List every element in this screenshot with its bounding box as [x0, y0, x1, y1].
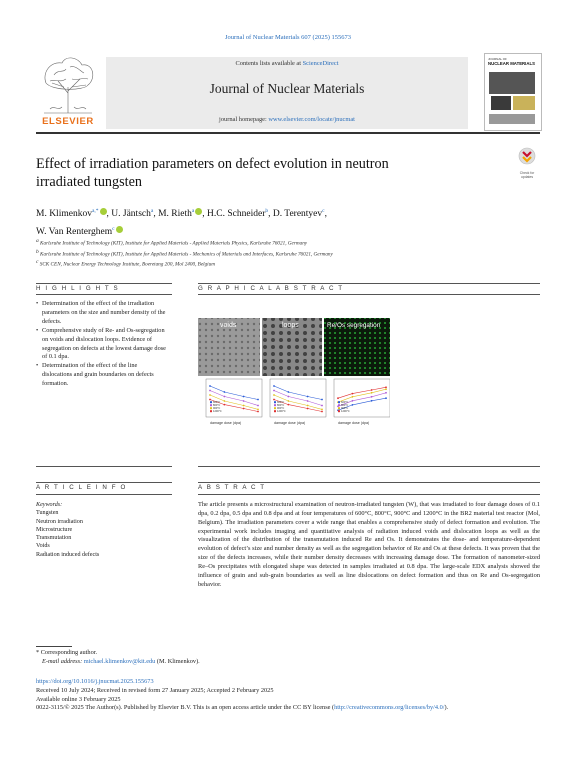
legend-label: 600°C — [277, 401, 285, 404]
keyword: Neutron irradiation — [36, 518, 83, 525]
plot-point — [321, 405, 323, 407]
plot-point — [243, 408, 245, 410]
article-title: Effect of irradiation parameters on defect evolution in neutron irradiated tungsten — [36, 156, 389, 190]
received-dates: Received 10 July 2024; Received in revised form 27 January 2025; Accepted 2 February 2025 — [36, 686, 274, 694]
header-rule — [36, 132, 540, 134]
check-updates-icon — [514, 147, 540, 167]
plot-point — [371, 400, 373, 402]
plot-point — [257, 399, 259, 401]
author-name: D. Terentyev — [272, 209, 323, 220]
legend-swatch — [338, 407, 340, 409]
keywords-label: Keywords: — [36, 502, 63, 508]
keyword: Microstructure — [36, 526, 73, 533]
ga-rule-top — [198, 283, 540, 284]
footnote-star: * — [36, 649, 40, 656]
ga-plots — [206, 379, 390, 417]
legend-label: 600°C — [213, 401, 221, 404]
keyword: Tungsten — [36, 510, 59, 517]
affiliation-text: Karlsruhe Institute of Technology (KIT), Institute for Applied Materials - Mechanics of Materials and Interfaces, Karlsruhe 76021, Germany — [40, 251, 333, 258]
cover-image-small — [491, 96, 511, 110]
cover-image-gold — [513, 96, 535, 110]
footnote — [36, 649, 436, 667]
journal-cover-thumbnail — [484, 53, 542, 131]
affiliation-key: c — [36, 259, 39, 266]
legend-swatch — [338, 410, 340, 412]
plot-point — [257, 411, 259, 413]
legend-label: 600°C — [341, 401, 349, 404]
cover-title: NUCLEAR MATERIALS — [488, 61, 535, 66]
plot1-xlabel: damage dose (dpa) — [210, 421, 242, 425]
abstract-rule-bottom — [198, 494, 540, 495]
legend-swatch — [338, 401, 340, 403]
graphical-abstract-heading: G R A P H I C A L A B S T R A C T — [198, 285, 344, 292]
author-sup: a — [191, 208, 195, 214]
plot-point — [209, 385, 211, 387]
keywords-block — [36, 501, 166, 559]
legend-label: 1200°C — [341, 410, 350, 413]
author-list: M. Klimenkov$^{a,*}$ , U. Jäntsch$^a$, M. Rieth$^a$ , H.C. Schneider$^b$, D. Terentyev$^c$, W. Van Renterghem$^c$ — [36, 208, 327, 237]
legend-swatch — [274, 410, 276, 412]
journal-reference[interactable]: Journal of Nuclear Materials 607 (2025) 155673 — [225, 34, 351, 41]
footnote-rule — [36, 646, 72, 647]
plot-point — [224, 404, 226, 406]
plot-point — [307, 405, 309, 407]
legend-label: 800°C — [213, 404, 221, 407]
plot2-xlabel: damage dose (dpa) — [274, 421, 306, 425]
cover-journal-small: JOURNAL OF — [488, 57, 507, 61]
plot-point — [224, 396, 226, 398]
legend-swatch — [338, 404, 340, 406]
abstract-text: The article presents a microstructural examination of neutron-irradiated tungsten (W), that was irradiated to four damage doses of 0.1 dpa, 0.2 dpa, 0.5 dpa and 0.8 dpa and at four temperatures of 600°C, 800°C, 900°C and 1200°C in the BR2 material test reactor (Mol, Belgium). The irradiation parameters cover a wide range that enables a comprehensive study of defect formation and evolution. The experimental work includes imaging and quantitative analysis of radiation induced voids and dislocation loops as well as the visualization of the distribution of the transmutation induced Re and Os. It demonstrates the dose- and temperature-dependent evolution of defect’s size and number density as well as the segregation behavior of Re and Os at these defects. It was proven that the size of the defects increases, while their number density decreases with increasing damage dose. The formation of nanometer-sized Re–Os precipitates with elongated shape was detected in samples irradiated at 0.8 dpa. The large-scale EDX analysis showed the influence of grain and sub-grain boundaries as well as line dislocations on defect formation and thus on Re and Os-segregation behavior. — [198, 501, 540, 588]
plot-point — [352, 400, 354, 402]
plot-point — [273, 385, 275, 387]
plot-point — [321, 411, 323, 413]
author-1[interactable] — [36, 209, 107, 219]
keyword: Radiation induced defects — [36, 551, 100, 558]
plot-point — [273, 390, 275, 392]
license-suffix: ). — [444, 704, 449, 712]
legend-label: 1200°C — [213, 410, 222, 413]
legend-label: 800°C — [277, 404, 285, 407]
email-line — [36, 658, 436, 667]
contents-line — [106, 60, 468, 67]
corresponding-text: Corresponding author. — [40, 649, 98, 656]
plot-point — [273, 394, 275, 396]
ga-svg — [198, 316, 390, 426]
author-name: M. Rieth — [158, 209, 192, 220]
ga-rule-bottom — [198, 294, 540, 295]
abstract-heading: A B S T R A C T — [198, 484, 266, 491]
corresponding-author-note — [36, 649, 436, 658]
affiliation-text: SCK CEN, Nuclear Energy Technology Institute, Boeretang 200, Mol 2400, Belgium — [39, 262, 215, 269]
author-2[interactable] — [111, 209, 153, 219]
plot-point — [307, 400, 309, 402]
plot-point — [257, 405, 259, 407]
plot-point — [371, 389, 373, 391]
highlight-item: • Comprehensive study of Re- and Os-segregation on voids and dislocation loops. Evidence of segregation on defects at the lowest damage dose of 0.1 dpa. — [36, 327, 166, 363]
voids-label: voids — [220, 322, 237, 329]
keyword: Transmutation — [36, 535, 72, 542]
homepage-prefix: journal homepage: — [219, 116, 269, 123]
author-name: W. Van Renterghem — [36, 226, 113, 237]
legend-label: 900°C — [213, 407, 221, 410]
affiliation-key: b — [36, 248, 39, 255]
legend-swatch — [274, 404, 276, 406]
ga-rule-end — [198, 466, 540, 467]
author-6[interactable] — [36, 227, 123, 237]
plot3-xlabel: damage dose (dpa) — [338, 421, 370, 425]
affiliation-text: Karlsruhe Institute of Technology (KIT), Institute for Applied Materials - Applied Materials Physics, Karlsruhe 76021, Germany — [40, 240, 308, 247]
legend-swatch — [274, 401, 276, 403]
article-info-rule-bottom — [36, 494, 172, 495]
legend-label: 900°C — [277, 407, 285, 410]
sciencedirect-link[interactable]: ScienceDirect — [302, 60, 339, 67]
plot-point — [385, 397, 387, 399]
plot-point — [209, 394, 211, 396]
homepage-line — [106, 116, 468, 123]
plot-point — [209, 399, 211, 401]
plot-point — [209, 390, 211, 392]
highlights-rule-end — [36, 466, 172, 467]
highlights-heading: H I G H L I G H T S — [36, 285, 120, 292]
doi-link[interactable]: https://doi.org/10.1016/j.jnucmat.2025.155673 — [36, 678, 154, 685]
plot-point — [385, 386, 387, 388]
legend-swatch — [210, 404, 212, 406]
loops-label: loops — [282, 322, 299, 329]
plot-point — [352, 396, 354, 398]
plot-point — [371, 392, 373, 394]
legend-label: 900°C — [341, 407, 349, 410]
plot-point — [224, 391, 226, 393]
cover-image-gray — [489, 114, 535, 124]
plot-point — [371, 396, 373, 398]
available-online: Available online 3 February 2025 — [36, 695, 121, 703]
plot-point — [288, 404, 290, 406]
license-prefix: 0022-3115/© 2025 The Author(s). Published by Elsevier B.V. This is an open access article under the CC BY license ( — [36, 704, 335, 712]
elsevier-wordmark: ELSEVIER — [42, 116, 94, 127]
legend-label: 1200°C — [277, 410, 286, 413]
author-5[interactable] — [273, 209, 325, 219]
affiliation-b — [36, 248, 536, 259]
license-link[interactable]: http://creativecommons.org/licenses/by/4.0/ — [334, 704, 445, 712]
keyword: Voids — [36, 543, 50, 550]
affiliations — [36, 237, 536, 269]
legend-swatch — [210, 401, 212, 403]
affiliation-key: a — [36, 238, 39, 244]
cover-image-dark — [489, 72, 535, 94]
plot-point — [288, 396, 290, 398]
plot-point — [257, 409, 259, 411]
author-sup: c — [112, 225, 115, 232]
license-line — [36, 704, 540, 713]
plot-point — [243, 396, 245, 398]
contents-prefix: Contents lists available at — [235, 60, 303, 67]
highlights-list — [36, 300, 166, 389]
journal-title: Journal of Nuclear Materials — [209, 81, 365, 96]
orcid-icon[interactable] — [100, 208, 107, 215]
author-4[interactable] — [207, 209, 268, 219]
affiliation-c — [36, 258, 536, 269]
article-info-rule-top — [36, 482, 172, 483]
author-3[interactable] — [158, 209, 202, 219]
author-name: M. Klimenkov — [36, 209, 92, 220]
plot-point — [224, 400, 226, 402]
author-sup: a,* — [91, 208, 99, 214]
check-updates-label: Check for updates — [519, 171, 535, 179]
article-info-heading: A R T I C L E I N F O — [36, 484, 127, 491]
author-sup: a — [150, 208, 154, 214]
orcid-icon[interactable] — [116, 226, 123, 233]
plot-point — [352, 393, 354, 395]
highlight-item: • Determination of the effect of the irradiation parameters on the size and number density of the defects. — [36, 300, 166, 327]
email-label: E-mail address: — [42, 657, 84, 665]
plot-point — [288, 391, 290, 393]
plot-point — [288, 400, 290, 402]
plot-point — [385, 388, 387, 390]
plot-point — [243, 400, 245, 402]
plot-point — [307, 408, 309, 410]
legend-swatch — [210, 407, 212, 409]
abstract-rule-top — [198, 482, 540, 483]
plot-point — [321, 409, 323, 411]
orcid-icon[interactable] — [195, 208, 202, 215]
legend-swatch — [210, 410, 212, 412]
author-sup: b — [265, 208, 269, 214]
email-link[interactable]: michael.klimenkov@kit.edu — [83, 657, 156, 665]
plot-point — [273, 399, 275, 401]
highlights-rule-bottom — [36, 294, 172, 295]
author-sup: c — [322, 208, 325, 214]
plot-point — [307, 396, 309, 398]
segregation-label: Re/Os segregation — [327, 322, 381, 329]
author-name: U. Jäntsch — [111, 209, 151, 220]
publication-info — [36, 678, 540, 713]
plot-point — [352, 404, 354, 406]
legend-swatch — [274, 407, 276, 409]
plot-point — [321, 399, 323, 401]
email-suffix: (M. Klimenkov). — [155, 657, 200, 665]
highlights-rule-top — [36, 283, 172, 284]
plot-point — [385, 392, 387, 394]
plot-point — [337, 397, 339, 399]
highlight-item: • Determination of the effect of the line dislocations and grain boundaries on defects formation. — [36, 362, 166, 389]
check-for-updates-button[interactable] — [514, 147, 540, 179]
author-name: H.C. Schneider — [207, 209, 266, 220]
homepage-link[interactable]: www.elsevier.com/locate/jnucmat — [268, 116, 355, 123]
legend-label: 800°C — [341, 404, 349, 407]
graphical-abstract-figure — [198, 316, 390, 426]
affiliation-a — [36, 237, 536, 248]
plot-point — [243, 405, 245, 407]
